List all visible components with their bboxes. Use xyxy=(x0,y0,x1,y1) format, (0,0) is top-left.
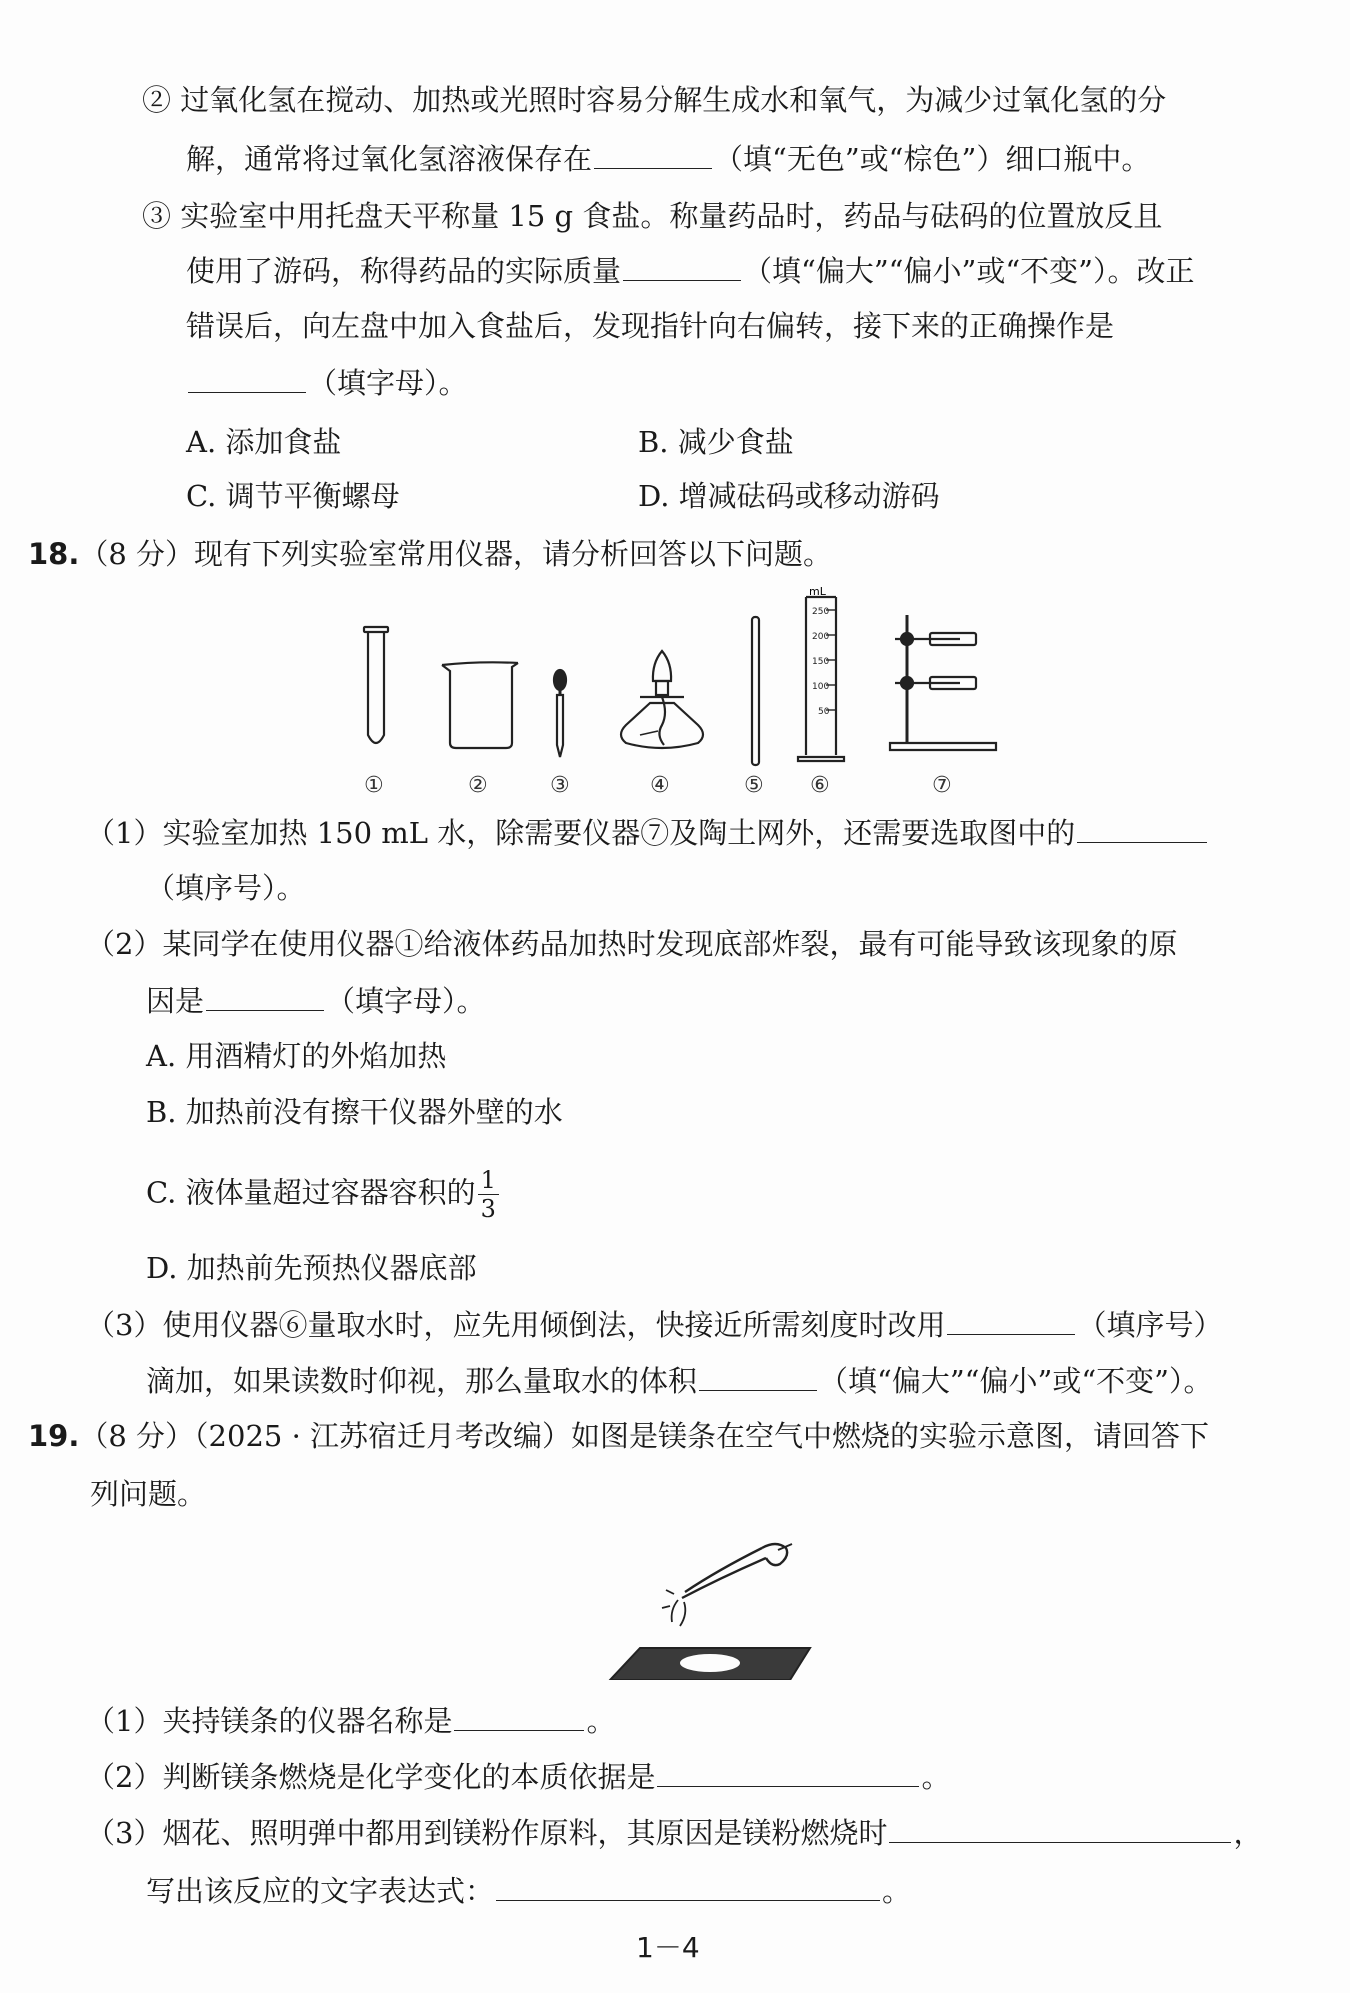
q18-p1-line2: （填序号）。 xyxy=(146,871,306,905)
flame-icon xyxy=(662,1590,685,1626)
answer-blank[interactable] xyxy=(206,980,324,1011)
q17-item2-line2: 解，通常将过氧化氢溶液保存在 （填“无色”或“棕色”）细口瓶中。 xyxy=(186,138,1150,179)
instrument-label: ⑤ xyxy=(744,773,764,798)
test-tube-icon xyxy=(364,627,388,743)
cylinder-tick: 250 xyxy=(812,607,830,617)
glass-rod-icon xyxy=(752,617,759,765)
q19-p1: （1）夹持镁条的仪器名称是 。 xyxy=(86,1700,615,1741)
answer-blank[interactable] xyxy=(1077,812,1207,843)
answer-blank[interactable] xyxy=(188,362,306,393)
q17-option-b: B. 减少食盐 xyxy=(638,425,794,459)
instrument-label: ① xyxy=(364,773,384,798)
page-number: 1－4 xyxy=(636,1931,700,1964)
q19-stem-line2: 列问题。 xyxy=(90,1477,207,1511)
crucible-tongs-icon xyxy=(682,1544,792,1598)
q19-p2: （2）判断镁条燃烧是化学变化的本质依据是 。 xyxy=(86,1756,950,1797)
q18-p2-line2: 因是 （填字母）。 xyxy=(146,980,486,1021)
beaker-icon xyxy=(442,662,518,748)
question-number: 19. xyxy=(28,1419,80,1453)
instrument-label: ⑥ xyxy=(810,773,830,798)
answer-blank[interactable] xyxy=(496,1870,880,1901)
fraction: $\frac{1}{3}$ xyxy=(478,1166,499,1223)
q17-option-c: C. 调节平衡螺母 xyxy=(186,479,400,513)
graduated-cylinder-icon xyxy=(798,597,844,761)
q17-option-d: D. 增减砝码或移动游码 xyxy=(638,479,940,513)
answer-blank[interactable] xyxy=(947,1304,1075,1335)
answer-blank[interactable] xyxy=(454,1700,584,1731)
iron-stand-icon xyxy=(890,615,996,750)
answer-blank[interactable] xyxy=(657,1756,919,1787)
instrument-label: ⑦ xyxy=(932,773,952,798)
answer-blank[interactable] xyxy=(623,250,741,281)
q17-item3-line4: （填字母）。 xyxy=(186,362,468,403)
q18-p3-line1: （3）使用仪器⑥量取水时，应先用倾倒法，快接近所需刻度时改用 （填序号） xyxy=(86,1304,1222,1345)
magnesium-burning-figure xyxy=(600,1530,840,1680)
answer-blank[interactable] xyxy=(889,1812,1231,1843)
asbestos-mat-icon xyxy=(610,1648,810,1680)
q18-p2-option-b: B. 加热前没有擦干仪器外壁的水 xyxy=(146,1095,563,1129)
q19-p3-line2: 写出该反应的文字表达式： 。 xyxy=(146,1870,911,1911)
q18-p1-line1: （1）实验室加热 150 mL 水，除需要仪器⑦及陶土网外，还需要选取图中的 xyxy=(86,812,1209,853)
answer-blank[interactable] xyxy=(699,1360,817,1391)
question-number: 18. xyxy=(28,537,80,571)
q19-stem-line1: 19.（8 分）（2025 · 江苏宿迁月考改编）如图是镁条在空气中燃烧的实验示意图，请回答下 xyxy=(28,1419,1210,1453)
q18-stem: 18.（8 分）现有下列实验室常用仪器，请分析回答以下问题。 xyxy=(28,537,833,571)
lab-instruments-figure xyxy=(350,585,1010,800)
instrument-label: ③ xyxy=(550,773,570,798)
cylinder-tick: 100 xyxy=(812,682,830,692)
cylinder-tick: 150 xyxy=(812,657,830,667)
q17-item3-line2: 使用了游码，称得药品的实际质量 （填“偏大”“偏小”或“不变”）。改正 xyxy=(186,250,1194,291)
q17-option-a: A. 添加食盐 xyxy=(186,425,342,459)
q17-item3-line1: ③ 实验室中用托盘天平称量 15 g 食盐。称量药品时，药品与砝码的位置放反且 xyxy=(142,199,1163,233)
cylinder-tick: 200 xyxy=(812,632,830,642)
q18-p2-line1: （2）某同学在使用仪器①给液体药品加热时发现底部炸裂，最有可能导致该现象的原 xyxy=(86,927,1178,961)
q17-item2-line1: ② 过氧化氢在搅动、加热或光照时容易分解生成水和氧气，为减少过氧化氢的分 xyxy=(142,83,1167,117)
cylinder-unit: mL xyxy=(809,585,826,598)
answer-blank[interactable] xyxy=(594,138,712,169)
q19-p3-line1: （3）烟花、照明弹中都用到镁粉作原料，其原因是镁粉燃烧时 ， xyxy=(86,1812,1262,1853)
instrument-label: ② xyxy=(468,773,488,798)
q18-p2-option-d: D. 加热前先预热仪器底部 xyxy=(146,1251,477,1285)
q18-p3-line2: 滴加，如果读数时仰视，那么量取水的体积 （填“偏大”“偏小”或“不变”）。 xyxy=(146,1360,1212,1401)
cylinder-tick: 50 xyxy=(818,707,830,717)
q17-item3-line3: 错误后，向左盘中加入食盐后，发现指针向右偏转，接下来的正确操作是 xyxy=(186,309,1115,343)
alcohol-lamp-icon xyxy=(621,651,703,748)
instrument-label: ④ xyxy=(650,773,670,798)
q18-p2-option-c: C. 液体量超过容器容积的 $\frac{1}{3}$ xyxy=(146,1166,499,1223)
q18-p2-option-a: A. 用酒精灯的外焰加热 xyxy=(146,1039,447,1073)
dropper-icon xyxy=(554,670,566,757)
